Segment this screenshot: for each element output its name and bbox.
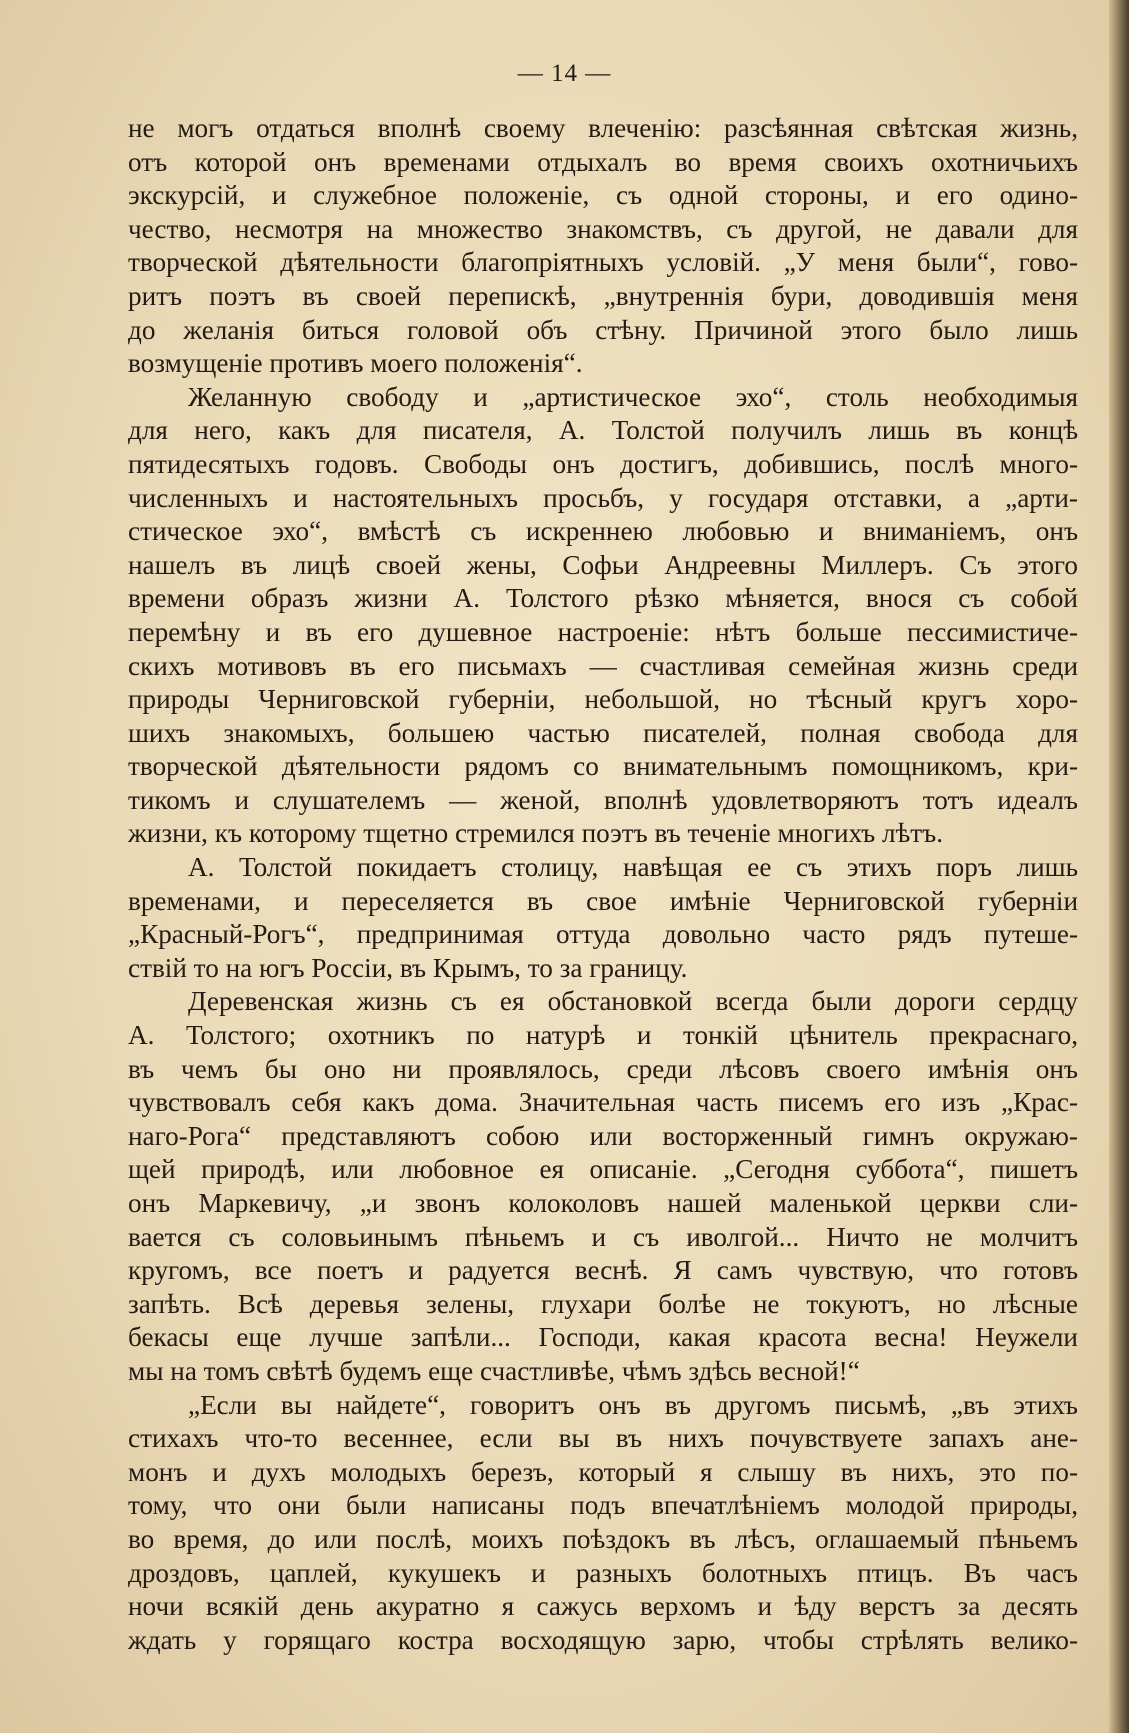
text-line: жизни, къ которому тщетно стремился поэтъ въ теченіе многихъ лѣтъ. (128, 818, 944, 849)
text-line: кругомъ, все поетъ и радуется веснѣ. Я самъ чувствую, что готовъ (128, 1255, 1078, 1286)
text-line: вается съ соловьинымъ пѣньемъ и съ иволгой... Ничто не молчитъ (128, 1221, 1078, 1252)
text-line: чувствовалъ себя какъ дома. Значительная часть писемъ его изъ „Крас- (128, 1087, 1078, 1118)
text-line: бекасы еще лучше запѣли... Господи, какая красота весна! Неужели (128, 1322, 1078, 1353)
text-line: Деревенская жизнь съ ея обстановкой всегда были дороги сердцу (188, 986, 1078, 1017)
text-line: ждать у горящаго костра восходящую зарю, чтобы стрѣлять велико- (128, 1624, 1078, 1655)
text-line: тому, что они были написаны подъ впечатлѣніемъ молодой природы, (128, 1490, 1078, 1521)
text-line: чество, несмотря на множество знакомствъ, съ другой, не давали для (128, 213, 1078, 244)
text-line: монъ и духъ молодыхъ березъ, который я слышу въ нихъ, это по- (128, 1456, 1078, 1487)
book-spine-shadow (1109, 0, 1129, 1733)
text-line: стическое эхо“, вмѣстѣ съ искреннею любовью и вниманіемъ, онъ (128, 516, 1078, 547)
text-line: возмущеніе противъ моего положенія“. (128, 348, 583, 379)
text-line: наго-Рога“ представляютъ собою или восторженный гимнъ окружаю- (128, 1120, 1078, 1151)
text-line: скихъ мотивовъ въ его письмахъ — счастливая семейная жизнь среди (128, 650, 1078, 681)
text-line: ствій то на югъ Россіи, въ Крымъ, то за границу. (128, 952, 688, 983)
paragraph (128, 851, 1078, 985)
text-line: времени образъ жизни А. Толстого рѣзко мѣняется, внося съ собой (128, 583, 1078, 614)
paragraph (128, 1389, 1078, 1658)
text-line: тикомъ и слушателемъ — женой, вполнѣ удовлетворяютъ тотъ идеалъ (128, 784, 1078, 815)
text-line: творческой дѣятельности рядомъ со внимательнымъ помощникомъ, кри- (128, 751, 1078, 782)
text-line: мы на томъ свѣтѣ будемъ еще счастливѣе, чѣмъ здѣсь весной!“ (128, 1355, 860, 1386)
paragraph (128, 112, 1078, 381)
body-text (128, 112, 1078, 1657)
text-line: щей природѣ, или любовное ея описаніе. „Сегодня суббота“, пишетъ (128, 1154, 1078, 1185)
text-line: численныхъ и настоятельныхъ просьбъ, у государя отставки, а „арти- (128, 482, 1078, 513)
text-line: нашелъ въ лицѣ своей жены, Софьи Андреевны Миллеръ. Съ этого (128, 549, 1078, 580)
text-line: Желанную свободу и „артистическое эхо“, столь необходимыя (188, 381, 1078, 412)
text-line: творческой дѣятельности благопріятныхъ условій. „У меня были“, гово- (128, 247, 1078, 278)
text-line: шихъ знакомыхъ, большею частью писателей, полная свобода для (128, 717, 1078, 748)
text-line: ритъ поэтъ въ своей перепискѣ, „внутреннія бури, доводившія меня (128, 280, 1078, 311)
paragraph (128, 381, 1078, 851)
text-line: для него, какъ для писателя, А. Толстой получилъ лишь въ концѣ (128, 415, 1078, 446)
text-line: перемѣну и въ его душевное настроеніе: нѣтъ больше пессимистиче- (128, 616, 1078, 647)
text-line: ночи всякій день акуратно я сажусь верхомъ и ѣду верстъ за десять (128, 1591, 1078, 1622)
text-line: стихахъ что-то весеннее, если вы въ нихъ почувствуете запахъ ане- (128, 1423, 1078, 1454)
text-line: онъ Маркевичу, „и звонъ колоколовъ нашей маленькой церкви сли- (128, 1188, 1078, 1218)
text-line: А. Толстой покидаетъ столицу, навѣщая ее съ этихъ поръ лишь (188, 852, 1078, 883)
text-line: во время, до или послѣ, моихъ поѣздокъ въ лѣсъ, оглашаемый пѣньемъ (128, 1523, 1078, 1554)
text-line: „Красный-Рогъ“, предпринимая оттуда довольно часто рядъ путеше- (128, 919, 1078, 950)
page-number: — 14 — (517, 60, 612, 87)
text-line: пятидесятыхъ годовъ. Свободы онъ достигъ, добившись, послѣ много- (128, 448, 1078, 479)
text-line: „Если вы найдете“, говоритъ онъ въ другомъ письмѣ, „въ этихъ (188, 1389, 1078, 1420)
text-line: не могъ отдаться вполнѣ своему влеченію: разсѣянная свѣтская жизнь, (128, 113, 1078, 143)
text-line: природы Черниговской губерніи, небольшой, но тѣсный кругъ хоро- (128, 684, 1078, 715)
text-line: до желанія биться головой объ стѣну. Причиной этого было лишь (128, 314, 1078, 345)
paragraph (128, 985, 1078, 1388)
text-line: А. Толстого; охотникъ по натурѣ и тонкій цѣнитель прекраснаго, (128, 1020, 1078, 1051)
text-line: экскурсій, и служебное положеніе, съ одной стороны, и его одино- (128, 180, 1078, 211)
text-line: временами, и переселяется въ свое имѣніе Черниговской губерніи (128, 885, 1078, 916)
text-line: въ чемъ бы оно ни проявлялось, среди лѣсовъ своего имѣнія онъ (128, 1053, 1078, 1084)
text-line: запѣть. Всѣ деревья зелены, глухари болѣе не токуютъ, но лѣсные (128, 1288, 1078, 1319)
text-line: отъ которой онъ временами отдыхалъ во время своихъ охотничьихъ (128, 146, 1078, 177)
text-line: дроздовъ, цаплей, кукушекъ и разныхъ болотныхъ птицъ. Въ часъ (128, 1557, 1078, 1588)
